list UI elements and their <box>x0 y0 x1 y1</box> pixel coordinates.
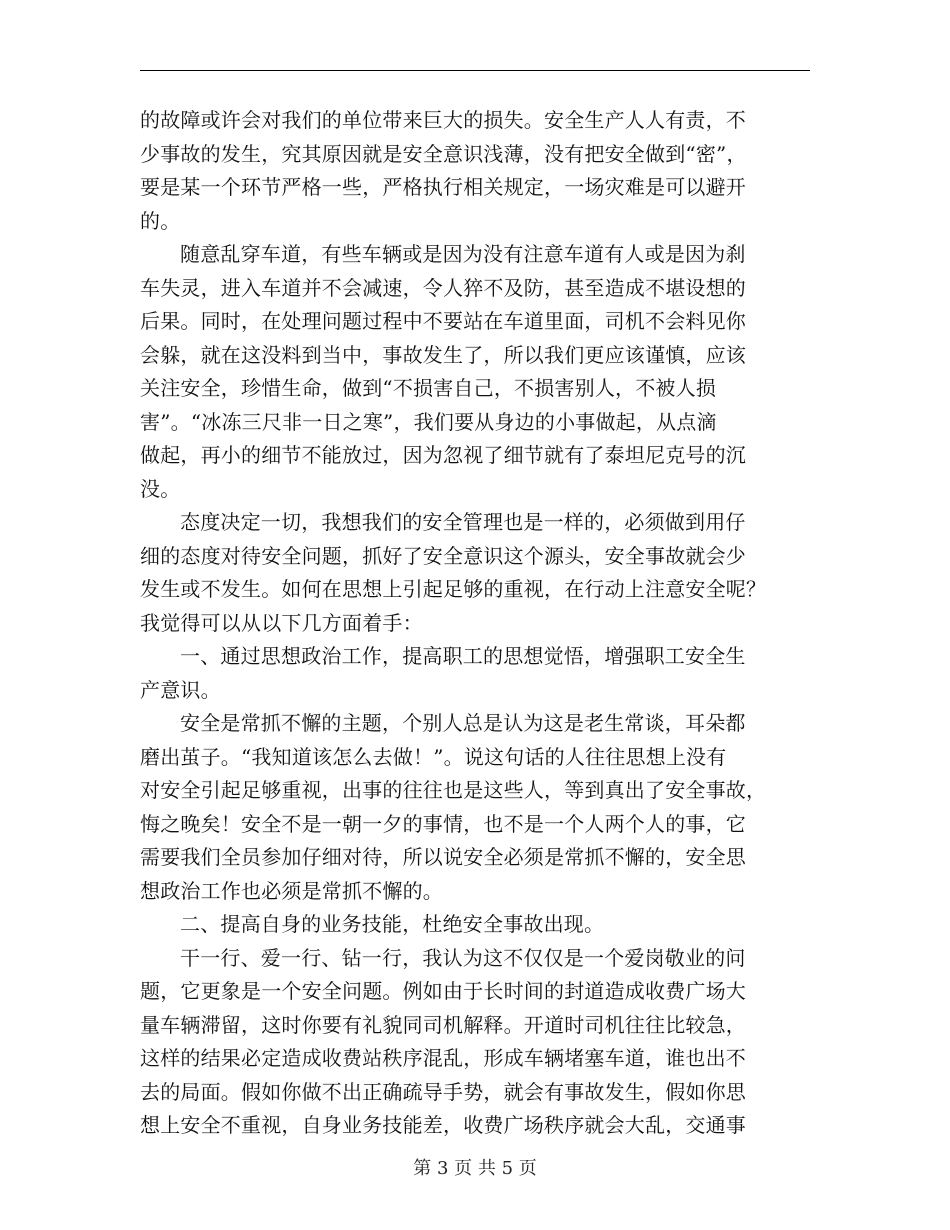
text-line: 去的局面。假如你做不出正确疏导手势，就会有事故发生，假如你思 <box>140 1079 746 1104</box>
text-line: 的故障或许会对我们的单位带来巨大的损失。安全生产人人有责，不 <box>140 108 746 132</box>
text-line: 发生或不发生。如何在思想上引起足够的重视，在行动上注意安全呢？ <box>140 577 767 601</box>
text-line: 题，它更象是一个安全问题。例如由于长时间的封道造成收费广场大 <box>140 979 746 1003</box>
text-line: 车失灵，进入车道并不会减速，令人猝不及防，甚至造成不堪设想的 <box>140 275 746 300</box>
text-line: 会躲，就在这没料到当中，事故发生了，所以我们更应该谨慎，应该 <box>140 342 746 367</box>
paragraph-first-line: 二、提高自身的业务技能，杜绝安全事故出现。 <box>180 912 605 936</box>
text-line: 我觉得可以从以下几方面着手： <box>140 610 423 635</box>
text-line: 要是某一个环节严格一些，严格执行相关规定，一场灾难是可以避开 <box>140 175 746 199</box>
text-line: 没。 <box>140 476 181 501</box>
text-line: 的。 <box>140 208 181 233</box>
text-line: 想上安全不重视，自身业务技能差，收费广场秩序就会大乱，交通事 <box>140 1113 746 1137</box>
text-line: 后果。同时，在处理问题过程中不要站在车道里面，司机不会料见你 <box>140 309 746 333</box>
text-line: 需要我们全员参加仔细对待，所以说安全必须是常抓不懈的，安全思 <box>140 845 746 869</box>
paragraph-first-line: 一、通过思想政治工作，提高职工的思想觉悟，增强职工安全生 <box>180 644 746 668</box>
text-line: 这样的结果必定造成收费站秩序混乱，形成车辆堵塞车道，谁也出不 <box>140 1046 746 1070</box>
paragraph-first-line: 随意乱穿车道，有些车辆或是因为没有注意车道有人或是因为刹 <box>180 242 746 266</box>
page-footer: 第 3 页 共 5 页 <box>413 1158 537 1179</box>
paragraph-first-line: 态度决定一切，我想我们的安全管理也是一样的，必须做到用仔 <box>180 510 746 534</box>
text-line: 少事故的发生，究其原因就是安全意识浅薄，没有把安全做到“密”， <box>140 141 747 166</box>
text-line: 关注安全，珍惜生命，做到“不损害自己，不损害别人，不被人损 <box>140 376 717 400</box>
paragraph-first-line: 干一行、爱一行、钻一行，我认为这不仅仅是一个爱岗敬业的问 <box>180 945 746 970</box>
text-line: 量车辆滞留，这时你要有礼貌同司机解释。开道时司机往往比较急， <box>140 1012 746 1037</box>
header-rule <box>140 70 810 71</box>
text-line: 悔之晚矣！安全不是一朝一夕的事情，也不是一个人两个人的事，它 <box>140 811 746 836</box>
text-line: 害”。“冰冻三尺非一日之寒”，我们要从身边的小事做起，从点滴 <box>140 409 717 434</box>
text-line: 做起，再小的细节不能放过，因为忽视了细节就有了泰坦尼克号的沉 <box>140 443 746 467</box>
text-line: 想政治工作也必须是常抓不懈的。 <box>140 878 443 903</box>
paragraph-first-line: 安全是常抓不懈的主题，个别人总是认为这是老生常谈，耳朵都 <box>180 711 746 735</box>
document-body <box>140 104 810 1143</box>
text-line: 磨出茧子。“我知道该怎么去做！”。说这句话的人往往思想上没有 <box>140 744 727 769</box>
text-line: 对安全引起足够重视，出事的往往也是这些人，等到真出了安全事故， <box>140 778 767 802</box>
text-line: 细的态度对待安全问题，抓好了安全意识这个源头，安全事故就会少 <box>140 543 746 568</box>
text-line: 产意识。 <box>140 677 221 702</box>
